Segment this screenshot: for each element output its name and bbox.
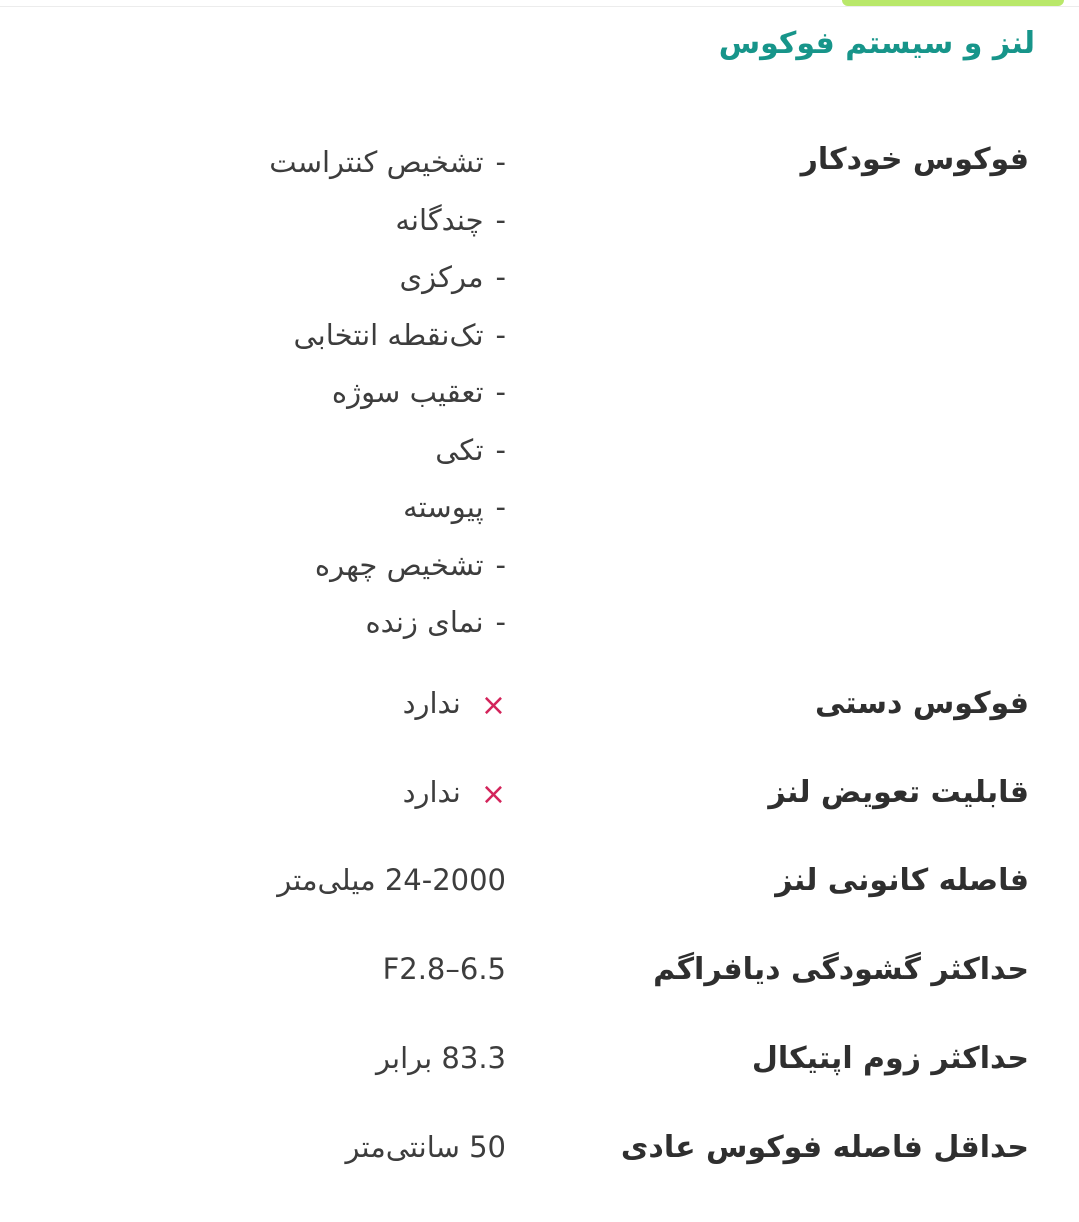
spec-row-min-focus-distance: [0, 1130, 1079, 1180]
list-item: -تعقیب سوژه: [331, 375, 506, 409]
spec-value-optical-zoom: 83.3 برابر: [376, 1041, 506, 1075]
spec-value-max-aperture: F2.8–6.5: [382, 952, 506, 986]
list-item: -تشخیص کنتراست: [269, 145, 506, 179]
list-item: -چندگانه: [395, 202, 506, 237]
list-item: -نمای زنده: [365, 605, 506, 639]
list-item: -مرکزی: [399, 260, 506, 294]
spec-row-manual-focus: [0, 686, 1079, 736]
cross-icon: ×: [480, 688, 506, 723]
spec-row-optical-zoom: [0, 1041, 1079, 1091]
spec-label-max-aperture: حداکثر گشودگی دیافراگم: [653, 952, 1029, 987]
spec-label-optical-zoom: حداکثر زوم اپتیکال: [751, 1041, 1029, 1076]
spec-value-interchangeable-lens: ×ندارد: [402, 775, 506, 812]
spec-label-interchangeable-lens: قابلیت تعویض لنز: [768, 775, 1029, 810]
spec-row-focal-length: [0, 863, 1079, 913]
spec-label-autofocus: فوکوس خودکار: [800, 142, 1029, 177]
list-item: -تکی: [435, 432, 506, 467]
top-divider: [0, 6, 1079, 7]
list-item: -پیوسته: [403, 490, 506, 524]
spec-row-max-aperture: [0, 952, 1079, 1002]
spec-value-manual-focus: ×ندارد: [402, 686, 506, 723]
section-title: لنز و سیستم فوکوس: [718, 26, 1035, 61]
tab-accent-bar: [842, 0, 1064, 6]
spec-value-min-focus-distance: 50 سانتی‌متر: [345, 1130, 506, 1164]
list-item: -تک‌نقطه انتخابی: [293, 317, 506, 352]
cross-icon: ×: [480, 777, 506, 812]
list-item: -تشخیص چهره: [314, 547, 506, 582]
spec-row-interchangeable-lens: [0, 775, 1079, 825]
spec-label-manual-focus: فوکوس دستی: [814, 686, 1029, 721]
spec-row-autofocus: [0, 142, 1079, 662]
spec-label-min-focus-distance: حداقل فاصله فوکوس عادی: [620, 1130, 1029, 1165]
autofocus-modes-list: [269, 142, 506, 660]
spec-label-focal-length: فاصله کانونی لنز: [775, 863, 1029, 898]
spec-value-focal-length: 24-2000 میلی‌متر: [277, 863, 506, 897]
